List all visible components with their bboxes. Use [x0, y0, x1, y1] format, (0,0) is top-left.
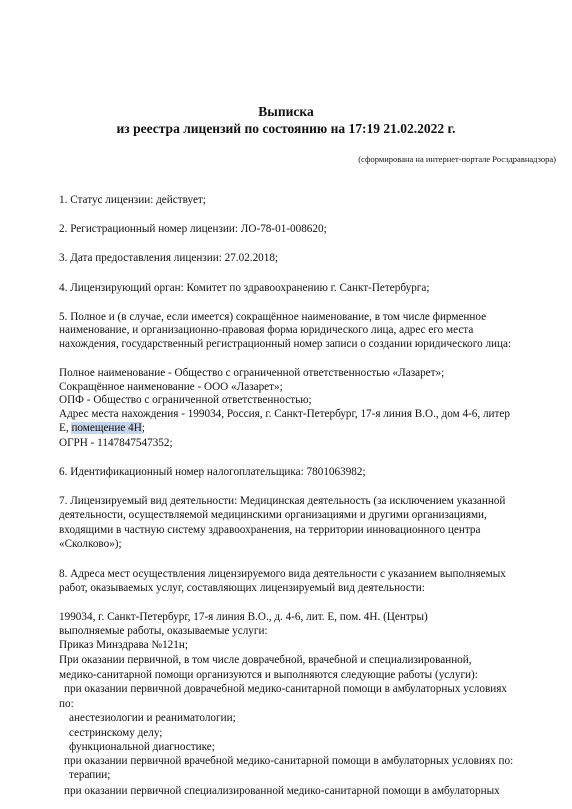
licensing-authority: 4. Лицензирующий орган: Комитет по здравоохранению г. Санкт-Петербурга; [59, 282, 430, 294]
full-name: Полное наименование - Общество с ограниченной ответственностью «Лазарет»; [59, 367, 445, 379]
work-item: терапии; [69, 769, 111, 781]
document-subtitle: из реестра лицензий по состоянию на 17:19 21.02.2022 г. [116, 121, 456, 136]
pre-doctor-care-line: при оказании первичной доврачебной медико-санитарной помощи в амбулаторных условиях [64, 683, 507, 695]
activity-line: 7. Лицензируемый вид деятельности: Медицинская деятельность (за исключением указанной [59, 495, 506, 507]
doctor-care-line: при оказании первичной врачебной медико-санитарной помощи в амбулаторных условиях по: [64, 755, 514, 767]
order-reference: Приказ Минздрава №121н; [59, 639, 188, 651]
work-item: анестезиологии и реаниматологии; [69, 712, 236, 724]
specialized-care-line: при оказании первичной специализированной медико-санитарной помощи в амбулаторных [64, 785, 500, 797]
addresses-heading-line: 8. Адреса мест осуществления лицензируемого вида деятельности с указанием выполняемых [59, 568, 506, 580]
license-status: 1. Статус лицензии: действует; [59, 194, 206, 206]
section-5-heading-line: нахождения, государственный регистрационный номер записи о создании юридического лица: [59, 338, 512, 350]
inn: 6. Идентификационный номер налогоплательщика: 7801063982; [59, 466, 366, 478]
address-prefix: Е, [59, 422, 72, 434]
activity-line: деятельности, осуществляемой медицинскими организациями и другими организациями, [59, 509, 487, 521]
ogrn: ОГРН - 1147847547352; [59, 437, 173, 449]
work-item: функциональной диагностике; [69, 741, 215, 753]
location-address: 199034, г. Санкт-Петербург, 17-я линия В.О., д. 4-6, лит. Е, пом. 4Н. (Центры) [59, 611, 428, 623]
registration-number: 2. Регистрационный номер лицензии: ЛО-78-01-008620; [59, 223, 327, 235]
issue-date: 3. Дата предоставления лицензии: 27.02.2018; [59, 252, 279, 264]
generated-note: (сформирована на интернет-портале Росздравнадзора) [358, 154, 556, 164]
primary-care-line: При оказании первичной, в том числе доврачебной, врачебной и специализированной, [59, 654, 472, 666]
activity-line: «Сколково»); [59, 538, 122, 550]
section-5-heading-line: 5. Полное и (в случае, если имеется) сокращённое наименование, в том числе фирменное [59, 311, 487, 323]
works-label: выполняемые работы, оказываемые услуги: [59, 625, 268, 637]
legal-form: ОПФ - Общество с ограниченной ответственностью; [59, 394, 312, 406]
highlighted-premises[interactable]: помещение 4Н [71, 422, 142, 434]
activity-line: входящими в частную систему здравоохранения, на территории инновационного центра [59, 524, 481, 536]
primary-care-line: медико-санитарной помощи организуются и выполняются следующие работы (услуги): [59, 669, 478, 681]
work-item: сестринскому делу; [69, 727, 163, 739]
document-title: Выписка [258, 104, 314, 119]
address-line: Адрес места нахождения - 199034, Россия, г. Санкт-Петербург, 17-я линия В.О., дом 4-6, литер [59, 408, 510, 420]
pre-doctor-care-line: по: [59, 698, 74, 710]
addresses-heading-line: работ, оказываемых услуг, составляющих лицензируемый вид деятельности: [59, 582, 425, 594]
section-5-heading-line: наименование, и организационно-правовая форма юридического лица, адрес его места [59, 324, 474, 336]
address-line-2 [59, 423, 145, 434]
address-suffix: ; [141, 422, 145, 434]
short-name: Сокращённое наименование - ООО «Лазарет»; [59, 381, 283, 393]
